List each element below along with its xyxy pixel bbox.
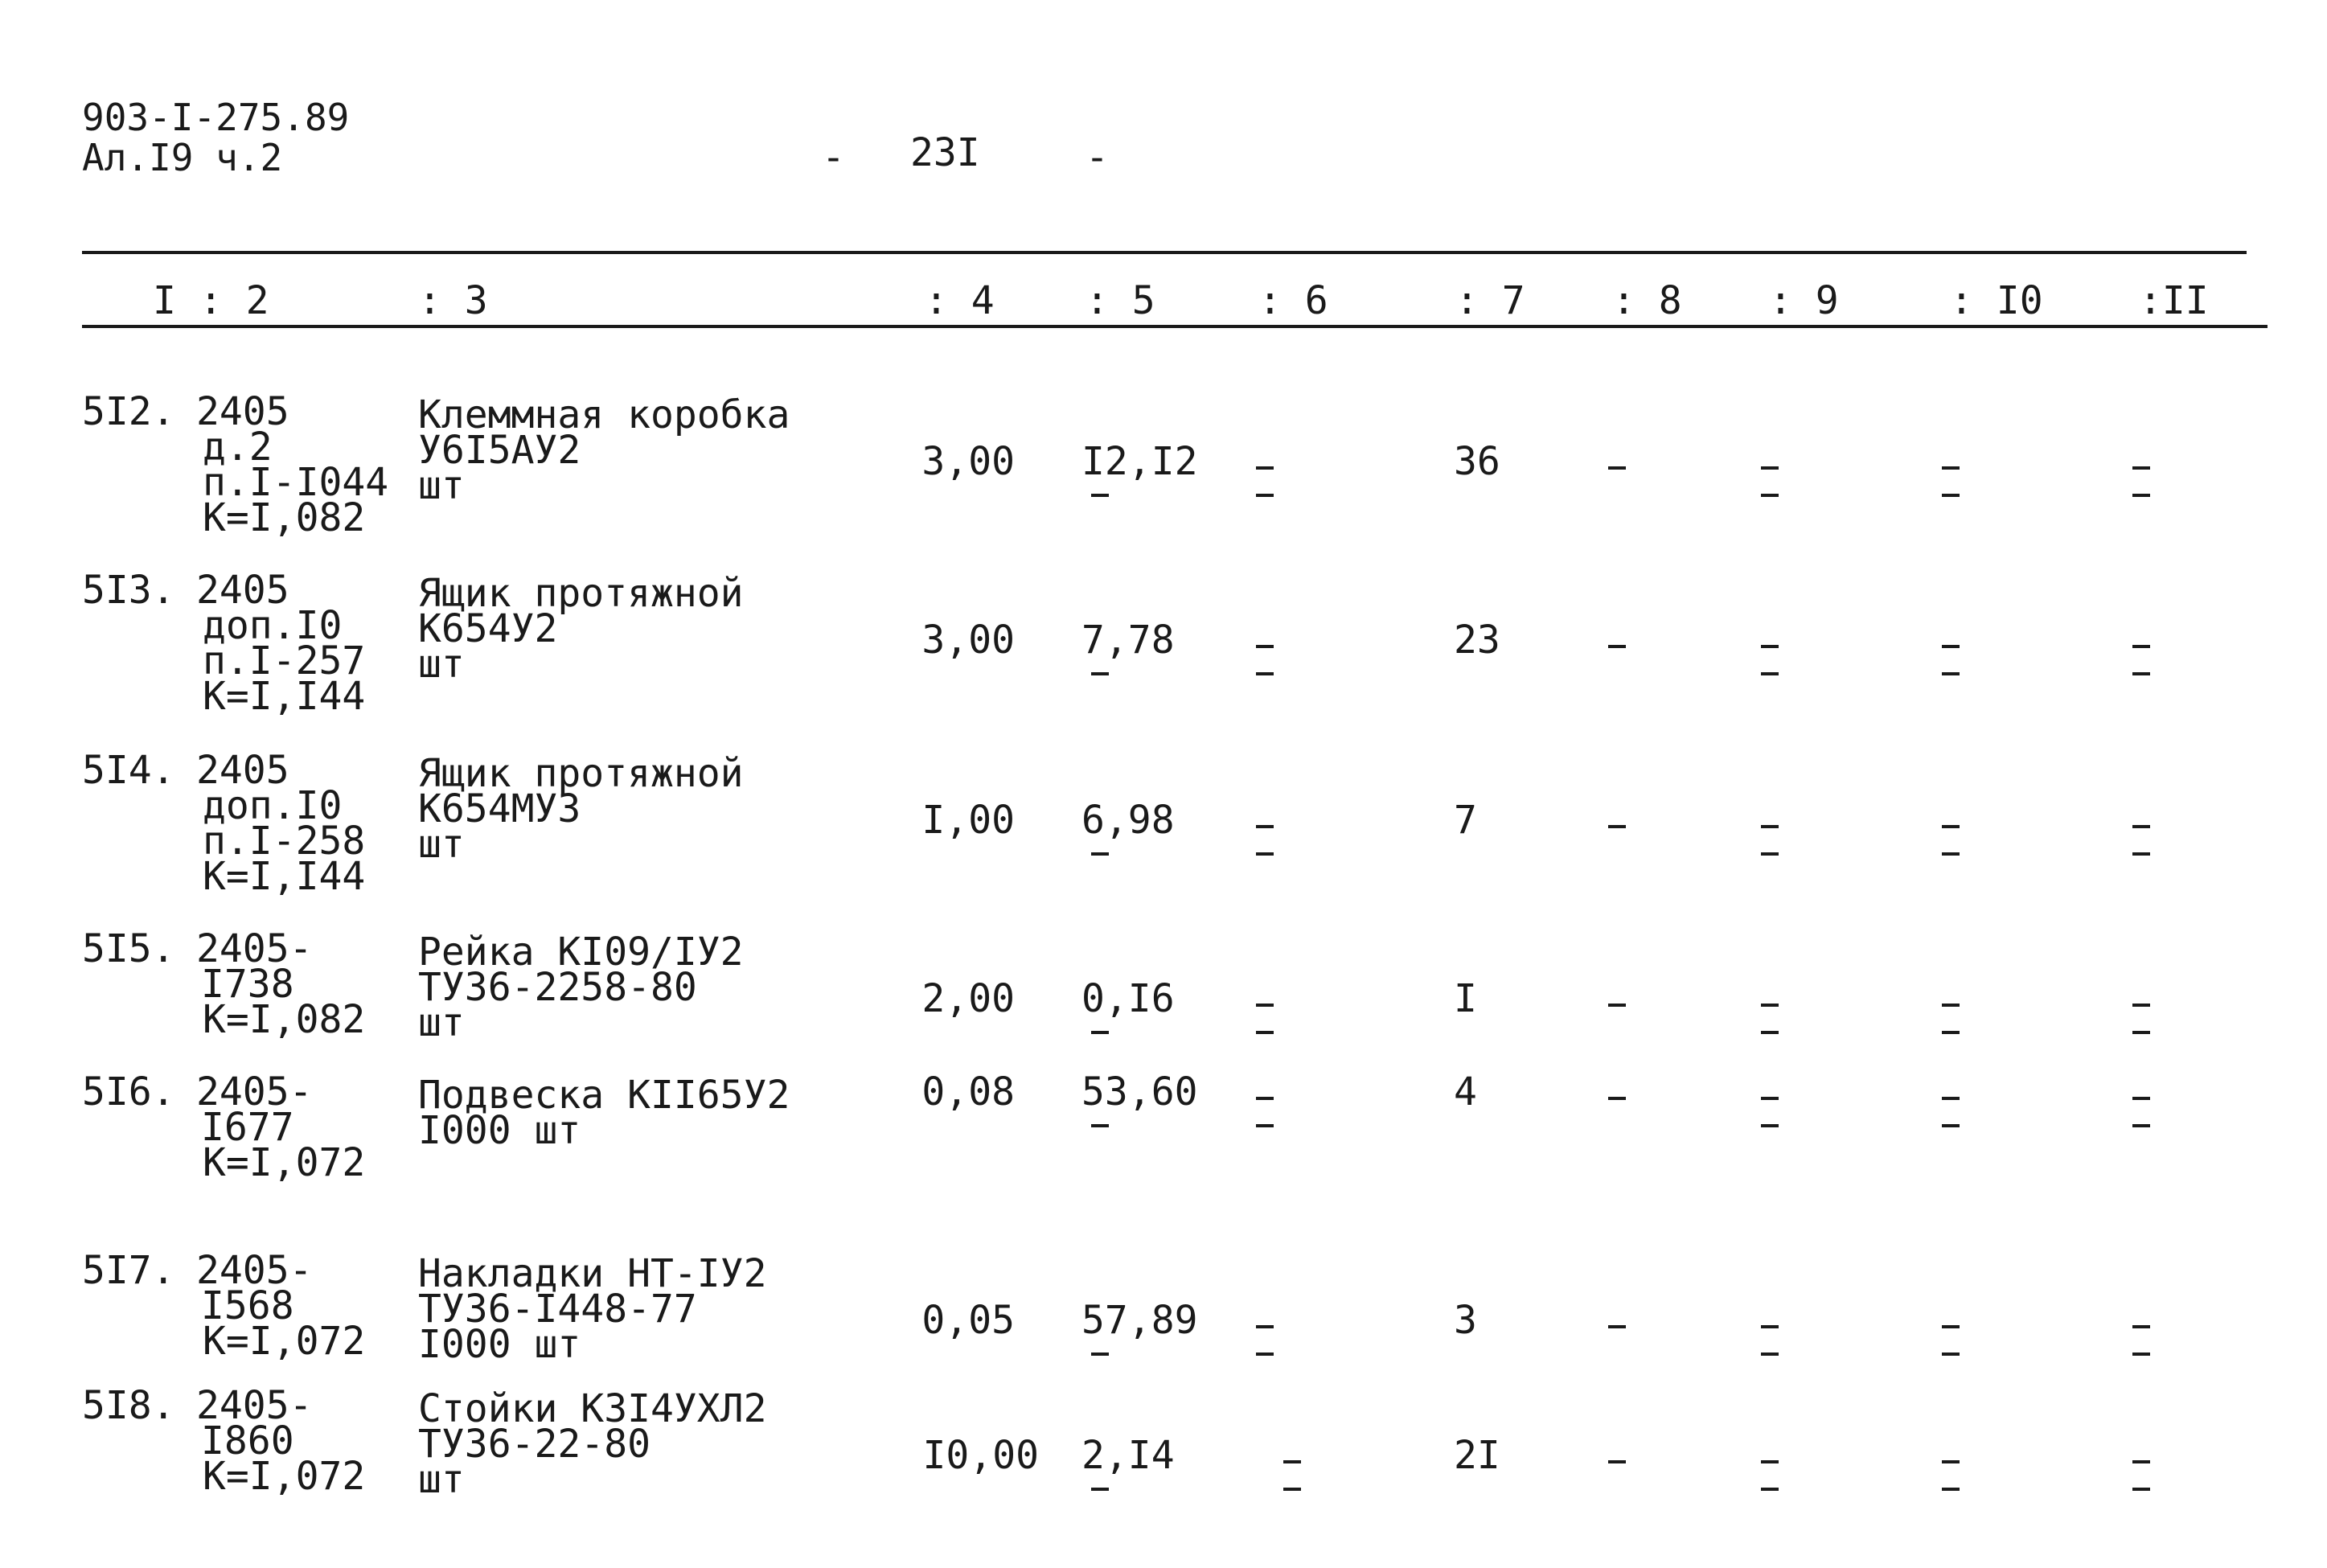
price-value: 2,I4 (1081, 1433, 1175, 1478)
col6-dash (1256, 1325, 1274, 1328)
col6-sub-dash (1256, 852, 1274, 856)
description-line: шт (418, 1000, 465, 1045)
col11-dash (2132, 825, 2150, 828)
description-line: шт (418, 1457, 465, 1502)
col9-dash (1761, 466, 1779, 470)
norm-code-line: 2405 (196, 568, 289, 613)
norm-code-line: доп.I0 (203, 603, 343, 648)
col9-sub-dash (1761, 1031, 1779, 1034)
col10-sub-dash (1942, 1124, 1960, 1127)
total-value: 2I (1454, 1433, 1500, 1478)
description-line: Стойки КЗI4УХЛ2 (418, 1386, 767, 1431)
col11-sub-dash (2132, 852, 2150, 856)
column-header-1-2: I : 2 (153, 278, 269, 323)
col9-dash (1761, 1097, 1779, 1100)
col11-sub-dash (2132, 1353, 2150, 1356)
description-line: Ящик протяжной (418, 571, 744, 616)
norm-code-line: 2405- (196, 1383, 313, 1428)
col8-dash (1608, 1460, 1626, 1463)
col9-sub-dash (1761, 1353, 1779, 1356)
col10-sub-dash (1942, 1031, 1960, 1034)
col6-dash (1256, 466, 1274, 470)
col10-dash (1942, 1097, 1960, 1100)
col9-sub-dash (1761, 852, 1779, 856)
col10-dash (1942, 825, 1960, 828)
col9-dash (1761, 645, 1779, 648)
norm-code-line: 2405- (196, 926, 313, 971)
price-value: 6,98 (1081, 798, 1175, 843)
price-value: 0,I6 (1081, 976, 1175, 1021)
column-header-7: : 7 (1455, 278, 1525, 323)
quantity-value: I0,00 (922, 1433, 1039, 1478)
col11-dash (2132, 1460, 2150, 1463)
norm-code-line: п.I-258 (203, 819, 366, 864)
price-sub-dash (1091, 1488, 1109, 1491)
price-value: 7,78 (1081, 618, 1175, 663)
col10-sub-dash (1942, 672, 1960, 675)
col9-dash (1761, 1004, 1779, 1007)
col9-dash (1761, 1460, 1779, 1463)
price-sub-dash (1091, 672, 1109, 675)
col10-sub-dash (1942, 1353, 1960, 1356)
page-number: 23I (910, 130, 980, 175)
col11-sub-dash (2132, 494, 2150, 497)
quantity-value: 0,05 (921, 1298, 1015, 1343)
col10-dash (1942, 466, 1960, 470)
description-line: шт (418, 642, 465, 687)
col6-dash (1256, 1004, 1274, 1007)
col10-dash (1942, 1325, 1960, 1328)
norm-code-line: 2405- (196, 1069, 313, 1114)
col10-dash (1942, 1004, 1960, 1007)
page-dash-left: - (822, 135, 845, 180)
total-value: 23 (1454, 618, 1500, 663)
row-number: 5I4. (82, 748, 175, 793)
description-line: Рейка КI09/IУ2 (418, 930, 744, 975)
description-line: ТУ36-22-80 (418, 1422, 650, 1467)
total-value: 4 (1454, 1069, 1477, 1114)
quantity-value: 0,08 (921, 1069, 1015, 1114)
col10-sub-dash (1942, 494, 1960, 497)
norm-code-line: I568 (201, 1283, 294, 1328)
album-reference: Ал.I9 ч.2 (82, 136, 283, 179)
column-header-6: : 6 (1258, 278, 1328, 323)
norm-code-line: I677 (201, 1105, 294, 1150)
col11-sub-dash (2132, 1488, 2150, 1491)
price-value: 57,89 (1081, 1298, 1198, 1343)
col6-dash (1256, 1097, 1274, 1100)
description-line: У6I5АУ2 (418, 428, 581, 473)
price-sub-dash (1091, 494, 1109, 497)
col9-dash (1761, 1325, 1779, 1328)
col11-dash (2132, 466, 2150, 470)
row-number: 5I7. (82, 1248, 175, 1293)
norm-code-line: п.I-257 (203, 638, 366, 683)
col11-dash (2132, 1004, 2150, 1007)
quantity-value: 3,00 (921, 439, 1015, 484)
col8-dash (1608, 466, 1626, 470)
description-line: К654МУЗ (418, 786, 581, 831)
quantity-value: I,00 (921, 798, 1015, 843)
price-sub-dash (1091, 1353, 1109, 1356)
row-number: 5I3. (82, 568, 175, 613)
col9-sub-dash (1761, 1488, 1779, 1491)
norm-code-line: К=I,I44 (203, 674, 366, 719)
col10-sub-dash (1942, 1488, 1960, 1491)
col6-dash (1256, 645, 1274, 648)
col9-sub-dash (1761, 672, 1779, 675)
price-value: I2,I2 (1081, 439, 1198, 484)
price-value: 53,60 (1081, 1069, 1198, 1114)
norm-code-line: 2405 (196, 748, 289, 793)
quantity-value: 3,00 (921, 618, 1015, 663)
col6-sub-dash (1283, 1488, 1301, 1491)
description-line: Подвеска КII65У2 (418, 1073, 790, 1118)
col9-sub-dash (1761, 1124, 1779, 1127)
col10-dash (1942, 645, 1960, 648)
description-line: ТУ36-I448-77 (418, 1287, 697, 1332)
description-line: шт (418, 463, 465, 508)
norm-code-line: К=I,I44 (203, 854, 366, 899)
col6-sub-dash (1256, 672, 1274, 675)
page-dash-right: - (1086, 135, 1109, 180)
column-header-3: : 3 (418, 278, 488, 323)
table-top-rule (82, 251, 2247, 254)
col11-dash (2132, 1325, 2150, 1328)
col11-sub-dash (2132, 1031, 2150, 1034)
col9-dash (1761, 825, 1779, 828)
description-line: Накладки НТ-IУ2 (418, 1251, 767, 1296)
description-line: Клеммная коробка (418, 392, 790, 437)
row-number: 5I8. (82, 1383, 175, 1428)
price-sub-dash (1091, 1031, 1109, 1034)
col6-sub-dash (1256, 494, 1274, 497)
col11-dash (2132, 1097, 2150, 1100)
col8-dash (1608, 1097, 1626, 1100)
norm-code-line: 2405 (196, 389, 289, 434)
description-line: Ящик протяжной (418, 751, 744, 796)
norm-code-line: 2405- (196, 1248, 313, 1293)
col6-sub-dash (1256, 1031, 1274, 1034)
norm-code-line: д.2 (203, 425, 273, 470)
column-header-10: : I0 (1950, 278, 2043, 323)
column-header-11: :II (2139, 278, 2209, 323)
col11-sub-dash (2132, 672, 2150, 675)
description-line: шт (418, 822, 465, 867)
col9-sub-dash (1761, 494, 1779, 497)
col8-dash (1608, 1004, 1626, 1007)
col8-dash (1608, 825, 1626, 828)
total-value: 36 (1454, 439, 1500, 484)
col6-dash (1256, 825, 1274, 828)
norm-code-line: К=I,072 (203, 1319, 366, 1364)
col10-sub-dash (1942, 852, 1960, 856)
col6-sub-dash (1256, 1124, 1274, 1127)
norm-code-line: К=I,082 (203, 495, 366, 540)
col8-dash (1608, 645, 1626, 648)
norm-code-line: К=I,082 (203, 997, 366, 1042)
col11-sub-dash (2132, 1124, 2150, 1127)
norm-code-line: I738 (201, 962, 294, 1007)
document-code: 903-I-275.89 (82, 96, 350, 139)
description-line: ТУ36-2258-80 (418, 965, 697, 1010)
norm-code-line: К=I,072 (203, 1140, 366, 1185)
column-header-5: : 5 (1086, 278, 1155, 323)
description-line: К654У2 (418, 606, 558, 651)
column-header-8: : 8 (1612, 278, 1682, 323)
norm-code-line: I860 (201, 1418, 294, 1463)
table-header-rule (82, 325, 2267, 328)
norm-code-line: доп.I0 (203, 783, 343, 828)
column-header-4: : 4 (925, 278, 995, 323)
norm-code-line: К=I,072 (203, 1454, 366, 1499)
price-sub-dash (1091, 852, 1109, 856)
total-value: 7 (1454, 798, 1477, 843)
col11-dash (2132, 645, 2150, 648)
norm-code-line: п.I-I044 (203, 460, 389, 505)
price-sub-dash (1091, 1124, 1109, 1127)
col8-dash (1608, 1325, 1626, 1328)
row-number: 5I2. (82, 389, 175, 434)
quantity-value: 2,00 (921, 976, 1015, 1021)
column-header-9: : 9 (1769, 278, 1839, 323)
total-value: 3 (1454, 1298, 1477, 1343)
row-number: 5I5. (82, 926, 175, 971)
description-line: I000 шт (418, 1322, 581, 1367)
description-line: I000 шт (418, 1108, 581, 1153)
total-value: I (1454, 976, 1477, 1021)
row-number: 5I6. (82, 1069, 175, 1114)
col10-dash (1942, 1460, 1960, 1463)
col6-sub-dash (1256, 1353, 1274, 1356)
col6-dash (1283, 1460, 1301, 1463)
